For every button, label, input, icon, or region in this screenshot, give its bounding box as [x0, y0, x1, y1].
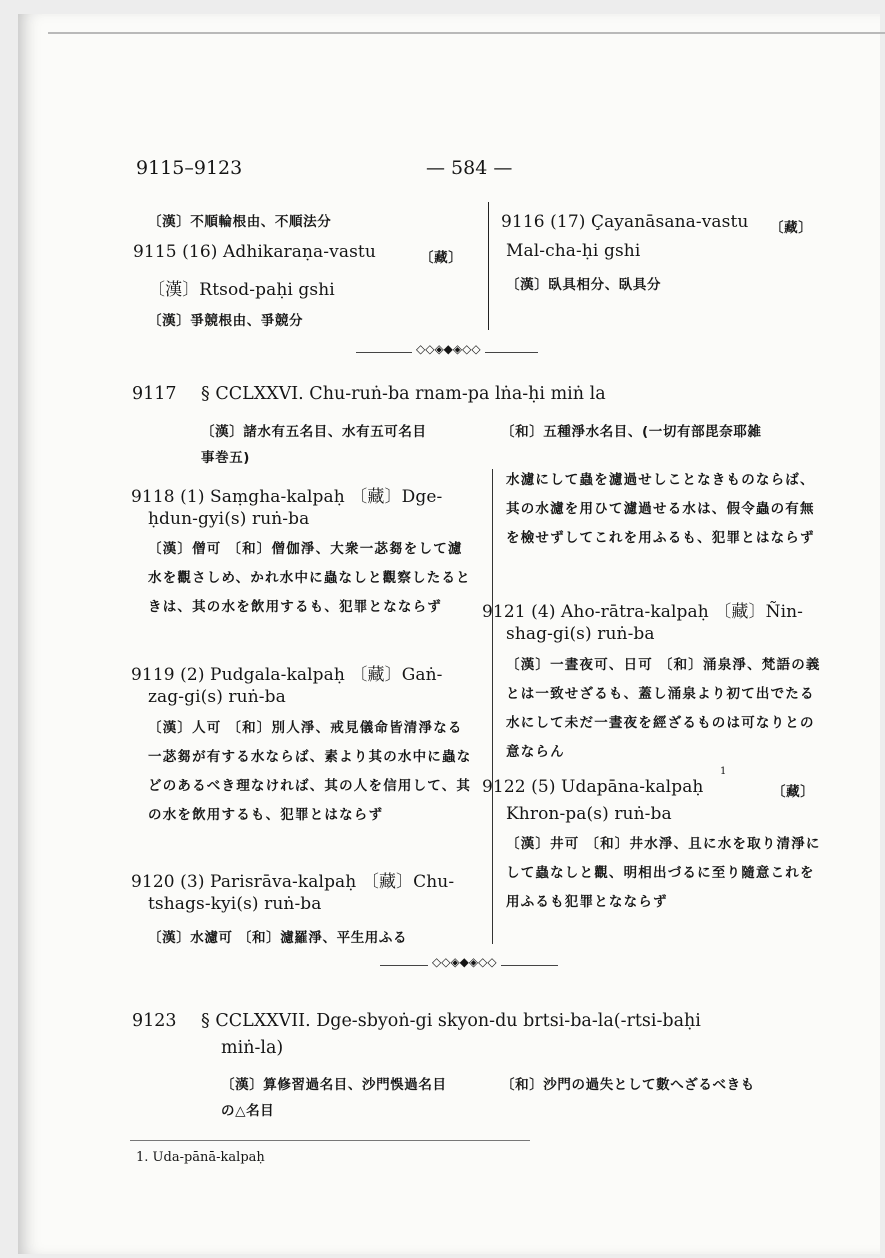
document-page — [18, 14, 880, 1254]
section-wa: 〔和〕五種淨水名目、(一切有部毘奈耶雑 — [501, 424, 762, 440]
entry-9122-tibetan: Khron-pa(s) ruṅ-ba — [506, 804, 672, 824]
column-divider — [488, 202, 489, 330]
entry-9120-tibetan: tshags-kyi(s) ruṅ-ba — [148, 894, 322, 914]
entry-9118-title: 9118 (1) Saṃgha-kalpaḥ 〔藏〕Dge- — [131, 487, 443, 507]
entry-9115-tibetan: 〔漢〕Rtsod-paḥi gshi — [148, 280, 335, 300]
section-wa: 〔和〕沙門の過失として數へざるべきも — [501, 1077, 755, 1093]
column-divider — [492, 469, 493, 944]
entry-9117-number: 9117 — [132, 384, 177, 404]
tibetan-mark: 〔藏〕 — [420, 250, 463, 266]
section-han: 〔漢〕諸水有五名目、水有五可名目 — [201, 424, 427, 440]
ornament: ◇◇◈◆◈◇◇ — [412, 342, 485, 356]
entry-9122-body: 〔漢〕井可 〔和〕井水淨、且に水を取り清淨にして蟲なしと觀、明相出づるに至り隨意これを用ふるも犯罪となならず — [506, 836, 821, 910]
entry-range: 9115–9123 — [136, 157, 243, 179]
entry-9119-title: 9119 (2) Pudgala-kalpaḥ 〔藏〕Gaṅ- — [131, 665, 443, 685]
footnote-rule — [130, 1140, 530, 1141]
entry-9115-han: 〔漢〕爭競根由、爭競分 — [148, 313, 304, 329]
footnote: 1. Uda-pānā-kalpaḥ — [136, 1150, 265, 1165]
entry-9118-body: 〔漢〕僧可 〔和〕僧伽淨、大衆一苾芻をして濾水を觀さしめ、かれ水中に蟲なしと觀察したるときは、其の水を飲用するも、犯罪となならず — [148, 541, 471, 615]
entry-9120-title: 9120 (3) Parisrāva-kalpaḥ 〔藏〕Chu- — [131, 872, 455, 892]
tibetan-mark: 〔藏〕 — [770, 220, 813, 236]
section-han-cont: の△名目 — [221, 1103, 275, 1119]
entry-9121-title: 9121 (4) Aho-rātra-kalpaḥ 〔藏〕Ñin- — [482, 602, 804, 622]
entry-9116-title: 9116 (17) Çayanāsana-vastu — [501, 212, 749, 232]
section-title: § CCLXXVII. Dge-sbyoṅ-gi skyon-du brtsi-ba-la(-rtsi-baḥi — [201, 1011, 701, 1031]
entry-9116-tibetan: Mal-cha-ḥi gshi — [506, 241, 641, 261]
entry-9119-body: 〔漢〕人可 〔和〕別人淨、戒見儀命皆清淨なる一苾芻が有する水ならば、素より其の水中に蟲などのあるべき理なければ、其の人を信用して、其の水を飲用するも、犯罪とはならず — [148, 720, 472, 823]
section-title-cont: miṅ-la) — [221, 1038, 284, 1058]
ornament: ◇◇◈◆◈◇◇ — [428, 955, 501, 969]
entry-9121-body: 〔漢〕一晝夜可、日可 〔和〕涌泉淨、梵語の義とは一致せざるも、蓋し涌泉より初て出でたる水にして未だ一晝夜を經ざるものは可なりとの意ならん — [506, 657, 821, 760]
entry-9116-han: 〔漢〕臥具相分、臥具分 — [506, 277, 662, 293]
section-han: 〔漢〕算修習過名目、沙門悞過名目 — [221, 1077, 447, 1093]
entry-9115-title: 9115 (16) Adhikaraṇa-vastu — [133, 242, 376, 262]
han-line: 〔漢〕不順輪根由、不順法分 — [148, 214, 332, 230]
section-han-cont: 事巻五) — [201, 450, 251, 466]
tibetan-mark: 〔藏〕 — [772, 784, 815, 800]
page-number: — 584 — — [426, 157, 513, 179]
entry-9119-tibetan: zag-gi(s) ruṅ-ba — [148, 687, 286, 707]
entry-9121-tibetan: shag-gi(s) ruṅ-ba — [506, 624, 655, 644]
section-title: § CCLXXVI. Chu-ruṅ-ba rnam-pa lṅa-ḥi miṅ la — [201, 384, 606, 404]
footnote-marker: 1 — [720, 766, 727, 777]
entry-9122-title: 9122 (5) Udapāna-kalpaḥ — [482, 777, 704, 797]
entry-9118-tibetan: ḥdun-gyi(s) ruṅ-ba — [148, 509, 310, 529]
entry-9120-continued: 水濾にして蟲を濾過せしことなきものならば、其の水濾を用ひて濾過せる水は、假令蟲の有無を檢せずしてこれを用ふるも、犯罪とはならず — [506, 472, 815, 546]
entry-9120-body: 〔漢〕水濾可 〔和〕濾羅淨、平生用ふる — [148, 930, 408, 946]
entry-9123-number: 9123 — [132, 1011, 177, 1031]
page-edge-line — [48, 32, 885, 34]
